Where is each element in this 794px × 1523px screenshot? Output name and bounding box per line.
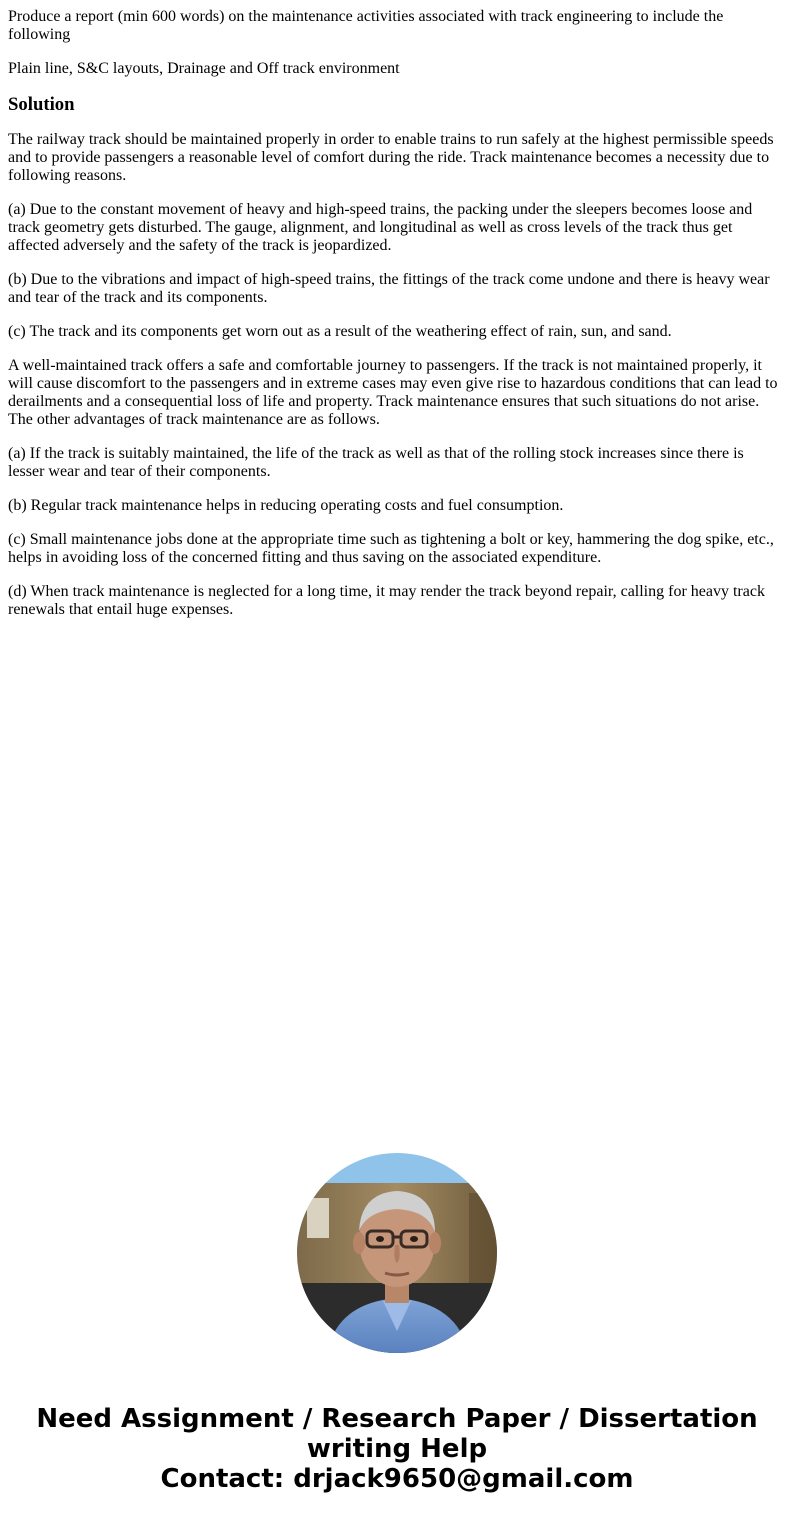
advantages-intro: A well-maintained track offers a safe and comfortable journey to passengers. If the track is not maintained properly, it will cause discomfort to the passengers and in extreme cases may even give rise to hazardous conditions that can lead to derailments and a consequential loss of life and property. Track maintenance ensures that such situations do not arise. The other advantages of track maintenance are as follows. — [8, 357, 778, 428]
promo-line: writing Help — [306, 1434, 488, 1464]
question-topics: Plain line, S&C layouts, Drainage and Off track environment — [8, 60, 400, 77]
contact-email: Contact: drjack9650@gmail.com — [160, 1464, 634, 1494]
author-photo — [297, 1153, 497, 1353]
author-portrait-image — [297, 1153, 497, 1353]
reason-paragraph: (a) Due to the constant movement of heavy and high-speed trains, the packing under the sleepers becomes loose and track geometry gets disturbed. The gauge, alignment, and longitudinal as well as cross levels of the track thus get affected adversely and the safety of the track is jeopardized. — [8, 201, 753, 254]
solution-heading: Solution — [8, 94, 75, 115]
promo-banner — [0, 1404, 794, 1494]
advantage-paragraph: (a) If the track is suitably maintained, the life of the track as well as that of the rolling stock increases since there is lesser wear and tear of their components. — [8, 445, 744, 480]
document-body — [8, 8, 782, 635]
promo-line: Need Assignment / Research Paper / Dissertation — [36, 1404, 758, 1434]
solution-intro: The railway track should be maintained properly in order to enable trains to run safely at the highest permissible speeds and to provide passengers a reasonable level of comfort during the ride. Track maintenance becomes a necessity due to following reasons. — [8, 131, 774, 184]
advantage-paragraph: (c) Small maintenance jobs done at the appropriate time such as tightening a bolt or key, hammering the dog spike, etc., helps in avoiding loss of the concerned fitting and thus saving on the associated expenditure. — [8, 531, 774, 566]
advantage-paragraph: (b) Regular track maintenance helps in reducing operating costs and fuel consumption. — [8, 497, 564, 514]
advantage-paragraph: (d) When track maintenance is neglected for a long time, it may render the track beyond repair, calling for heavy track renewals that entail huge expenses. — [8, 583, 765, 618]
reason-paragraph: (c) The track and its components get worn out as a result of the weathering effect of rain, sun, and sand. — [8, 323, 672, 340]
reason-paragraph: (b) Due to the vibrations and impact of high-speed trains, the fittings of the track come undone and there is heavy wear and tear of the track and its components. — [8, 271, 770, 306]
question-prompt: Produce a report (min 600 words) on the maintenance activities associated with track engineering to include the following — [8, 8, 724, 43]
